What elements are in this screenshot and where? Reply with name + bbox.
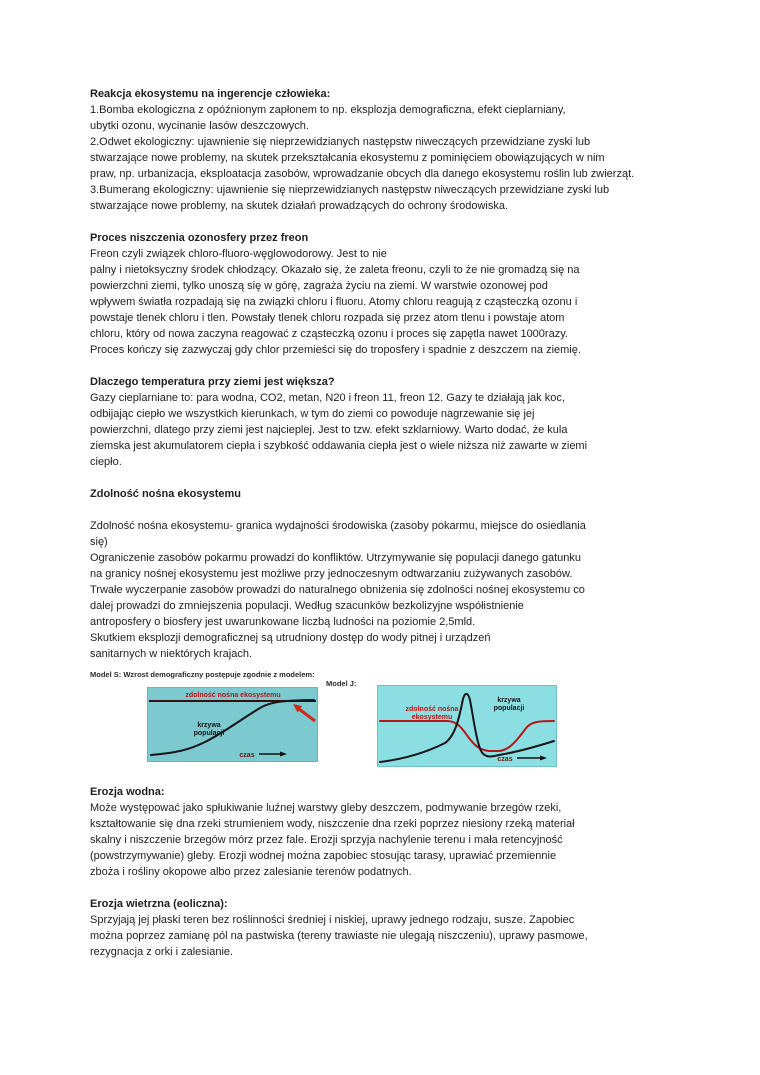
text-line: ziemska jest akumulatorem ciepła i szybkość oddawania ciepła jest o wiele niższa niż zawarte w ziemi: [90, 440, 588, 452]
sections-top: [90, 86, 690, 662]
text-line: antroposfery o biosfery jest uwarunkowane liczbą ludności na poziomie 2,5mld.: [90, 616, 476, 628]
text-line: powstaje tlenek chloru i tlen. Powstały tlenek chloru rozpada się przez atom tlenu i powstaje atom: [90, 312, 565, 324]
text-line: (powstrzymywanie) gleby. Erozji wodnej można zapobiec stosując tarasy, uprawiać przemiennie: [90, 850, 557, 862]
blank-line: [90, 502, 690, 518]
time-axis-label: czas: [239, 752, 255, 759]
text-line: Może występować jako spłukiwanie luźnej warstwy gleby deszczem, podmywanie brzegów rzeki,: [90, 802, 562, 814]
models-figure: [90, 670, 690, 768]
capacity-label-line1: zdolność nośna: [405, 706, 459, 713]
section-heading: Erozja wietrzna (eoliczna):: [90, 898, 228, 910]
document-section: [90, 784, 690, 880]
model-s-chart: [147, 687, 318, 762]
text-line: Gazy cieplarniane to: para wodna, CO2, metan, N20 i freon 11, freon 12. Gazy te działają jak koc,: [90, 392, 565, 404]
document-section: [90, 230, 690, 358]
text-line: sanitarnych w niektórych krajach.: [90, 648, 253, 660]
text-line: Sprzyjają jej płaski teren bez roślinności średniej i niskiej, uprawy jednego rodzaju, susze. Zapobiec: [90, 914, 575, 926]
model-j-caption: Model J:: [326, 679, 357, 688]
model-j-chart: [377, 685, 557, 767]
text-line: chloru, który od nowa zaczyna reagować z cząsteczką ozonu i proces się zapętla nawet 1000razy.: [90, 328, 568, 340]
text-line: powierzchni ziemi, tylko unoszą się w górę, zagraża życiu na ziemi. W warstwie ozonowej pod: [90, 280, 548, 292]
time-axis-label: czas: [497, 756, 513, 763]
text-line: palny i nietoksyczny środek chłodzący. Okazało się, że zaleta freonu, czyli to że nie gromadzą się na: [90, 264, 580, 276]
section-heading: Erozja wodna:: [90, 786, 165, 798]
text-line: się): [90, 536, 108, 548]
text-line: powierzchni, dlatego przy ziemi jest najcieplej. Jest to tzw. efekt szklarniowy. Warto dodać, że kula: [90, 424, 568, 436]
model-s-caption: Model S: Wzrost demograficzny postępuje zgodnie z modelem:: [90, 670, 315, 679]
capacity-label: zdolność nośna ekosystemu: [185, 692, 281, 699]
text-line: 3.Bumerang ekologiczny: ujawnienie się nieprzewidzianych następstw niweczących przewidziane zyski lub: [90, 184, 610, 196]
text-line: zboża i rośliny okopowe albo przez zalesianie terenów podatnych.: [90, 866, 412, 878]
population-curve-label-line2: populacji: [493, 705, 525, 712]
population-curve-label-line1: krzywa: [497, 697, 521, 704]
text-line: ciepło.: [90, 456, 122, 468]
text-line: odbijając ciepło we wszystkich kierunkach, w tym do ziemi co powoduje nagrzewanie się jej: [90, 408, 535, 420]
text-line: Proces kończy się zazwyczaj gdy chlor przemieści się do troposfery i spadnie z deszczem na ziemię.: [90, 344, 581, 356]
text-line: Zdolność nośna ekosystemu- granica wydajności środowiska (zasoby pokarmu, miejsce do osiedlania: [90, 520, 586, 532]
section-heading: Reakcja ekosystemu na ingerencje człowieka:: [90, 88, 331, 100]
text-line: kształtowanie się dna rzeki strumieniem wody, niszczenie dna rzeki poprzez niesiony rzeką materiał: [90, 818, 575, 830]
document-section: [90, 86, 690, 214]
text-line: dalej prowadzi do zmniejszenia populacji. Według szacunków bezkolizyjne współistnienie: [90, 600, 524, 612]
text-line: stwarzające nowe problemy, na skutek działań prowadzących do ochrony środowiska.: [90, 200, 509, 212]
text-line: 2.Odwet ekologiczny: ujawnienie się nieprzewidzianych następstw niweczących przewidziane zyski lub: [90, 136, 591, 148]
text-line: Ograniczenie zasobów pokarmu prowadzi do konfliktów. Utrzymywanie się populacji danego gatunku: [90, 552, 581, 564]
text-line: skalny i niszczenie brzegów mórz przez fale. Erozji sprzyja nachylenie terenu i mała retencyjność: [90, 834, 563, 846]
population-curve-label-line1: krzywa: [197, 722, 221, 729]
text-line: Trwałe wyczerpanie zasobów prowadzi do naturalnego obniżenia się zdolności nośnej ekosystemu co: [90, 584, 585, 596]
section-heading: Dlaczego temperatura przy ziemi jest większa?: [90, 376, 335, 388]
section-heading: Zdolność nośna ekosystemu: [90, 488, 241, 500]
text-line: można poprzez zamianę pól na pastwiska (tereny trawiaste nie ulegają niszczeniu), uprawy pasmowe,: [90, 930, 588, 942]
document-section: [90, 896, 690, 960]
population-curve-label-line2: populacji: [193, 730, 225, 737]
text-line: Freon czyli związek chloro-fluoro-węglowodorowy. Jest to nie: [90, 248, 387, 260]
document-section: [90, 374, 690, 470]
text-line: Skutkiem eksplozji demograficznej są utrudniony dostęp do wody pitnej i urządzeń: [90, 632, 491, 644]
capacity-label-line2: ekosystemu: [411, 714, 453, 721]
text-line: na granicy nośnej ekosystemu jest możliwe przy jednoczesnym odtwarzaniu zużywanych zasobów.: [90, 568, 573, 580]
text-line: wpływem światła rozpadają się na związki chloru i fluoru. Atomy chloru reagują z cząsteczką ozonu i: [90, 296, 578, 308]
section-heading: Proces niszczenia ozonosfery przez freon: [90, 232, 309, 244]
sections-bottom: [90, 784, 690, 960]
document-content: [90, 86, 690, 976]
text-line: praw, np. urbanizacja, eksploatacja zasobów, wprowadzanie obcych dla danego ekosystemu roślin lub zwierząt.: [90, 168, 635, 180]
text-line: stwarzające nowe problemy, na skutek przekształcania ekosystemu z pominięciem obowiązujących w nim: [90, 152, 605, 164]
text-line: 1.Bomba ekologiczna z opóźnionym zapłonem to np. eksplozja demograficzna, efekt cieplarniany,: [90, 104, 566, 116]
document-section: [90, 486, 690, 662]
text-line: ubytki ozonu, wycinanie lasów deszczowych.: [90, 120, 309, 132]
text-line: rezygnacja z orki i zalesianie.: [90, 946, 234, 958]
